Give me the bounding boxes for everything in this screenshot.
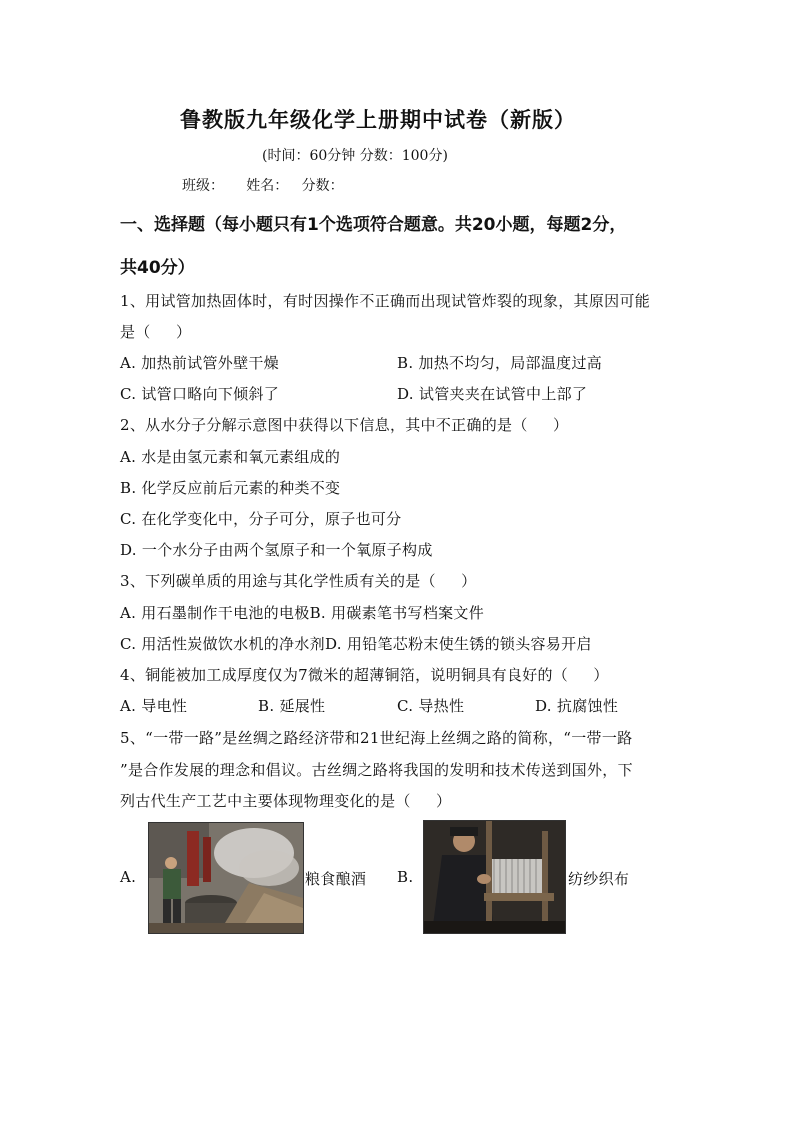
q5-option-a-label: A. [120, 868, 137, 886]
q3-options-ab: A. 用石墨制作干电池的电极B. 用碳素笔书写档案文件 [120, 604, 485, 622]
q2-option-d: D. 一个水分子由两个氢原子和一个氧原子构成 [120, 541, 433, 559]
q1-stem-line2: 是（ ） [120, 323, 192, 341]
q2-option-a: A. 水是由氢元素和氧元素组成的 [120, 448, 341, 466]
q4-option-c: C. 导热性 [397, 697, 465, 715]
q5-stem-line2: ”是合作发展的理念和倡议。古丝绸之路将我国的发明和技术传送到国外，下 [120, 761, 633, 779]
q1-option-d: D. 试管夹夹在试管中上部了 [397, 385, 588, 403]
q4-option-b: B. 延展性 [258, 697, 326, 715]
q5-option-b-text: 纺纱织布 [568, 870, 630, 888]
q1-option-a: A. 加热前试管外壁干燥 [120, 354, 279, 372]
time-score-info: (时间：60分钟 分数：100分) [262, 148, 448, 164]
q5-stem-line3: 列古代生产工艺中主要体现物理变化的是（ ） [120, 792, 452, 810]
q4-stem: 4、铜能被加工成厚度仅为7微米的超薄铜箔，说明铜具有良好的（ ） [120, 666, 609, 684]
q1-stem-line1: 1、用试管加热固体时，有时因操作不正确而出现试管炸裂的现象，其原因可能 [120, 292, 651, 310]
q3-stem: 3、下列碳单质的用途与其化学性质有关的是（ ） [120, 572, 477, 590]
section-heading-line1: 一、选择题（每小题只有1个选项符合题意。共20小题，每题2分， [120, 215, 627, 235]
q5-option-b-label: B. [397, 868, 414, 886]
q5-stem-line1: 5、“一带一路”是丝绸之路经济带和21世纪海上丝绸之路的简称，“一带一路 [120, 729, 633, 747]
weaving-photo [423, 820, 566, 934]
section-heading-line2: 共40分） [120, 258, 195, 278]
q3-options-cd: C. 用活性炭做饮水机的净水剂D. 用铅笔芯粉末使生锈的锁头容易开启 [120, 635, 592, 653]
q4-option-d: D. 抗腐蚀性 [535, 697, 619, 715]
q1-option-b: B. 加热不均匀，局部温度过高 [397, 354, 603, 372]
exam-title: 鲁教版九年级化学上册期中试卷（新版） [180, 108, 576, 132]
q2-option-b: B. 化学反应前后元素的种类不变 [120, 479, 341, 497]
q2-option-c: C. 在化学变化中，分子可分，原子也可分 [120, 510, 402, 528]
q1-option-c: C. 试管口略向下倾斜了 [120, 385, 280, 403]
student-fields: 班级： 姓名： 分数： [182, 178, 344, 194]
brewing-photo [148, 822, 304, 934]
q4-option-a: A. 导电性 [120, 697, 188, 715]
q5-option-a-text: 粮食酿酒 [305, 870, 367, 888]
q2-stem: 2、从水分子分解示意图中获得以下信息，其中不正确的是（ ） [120, 416, 569, 434]
